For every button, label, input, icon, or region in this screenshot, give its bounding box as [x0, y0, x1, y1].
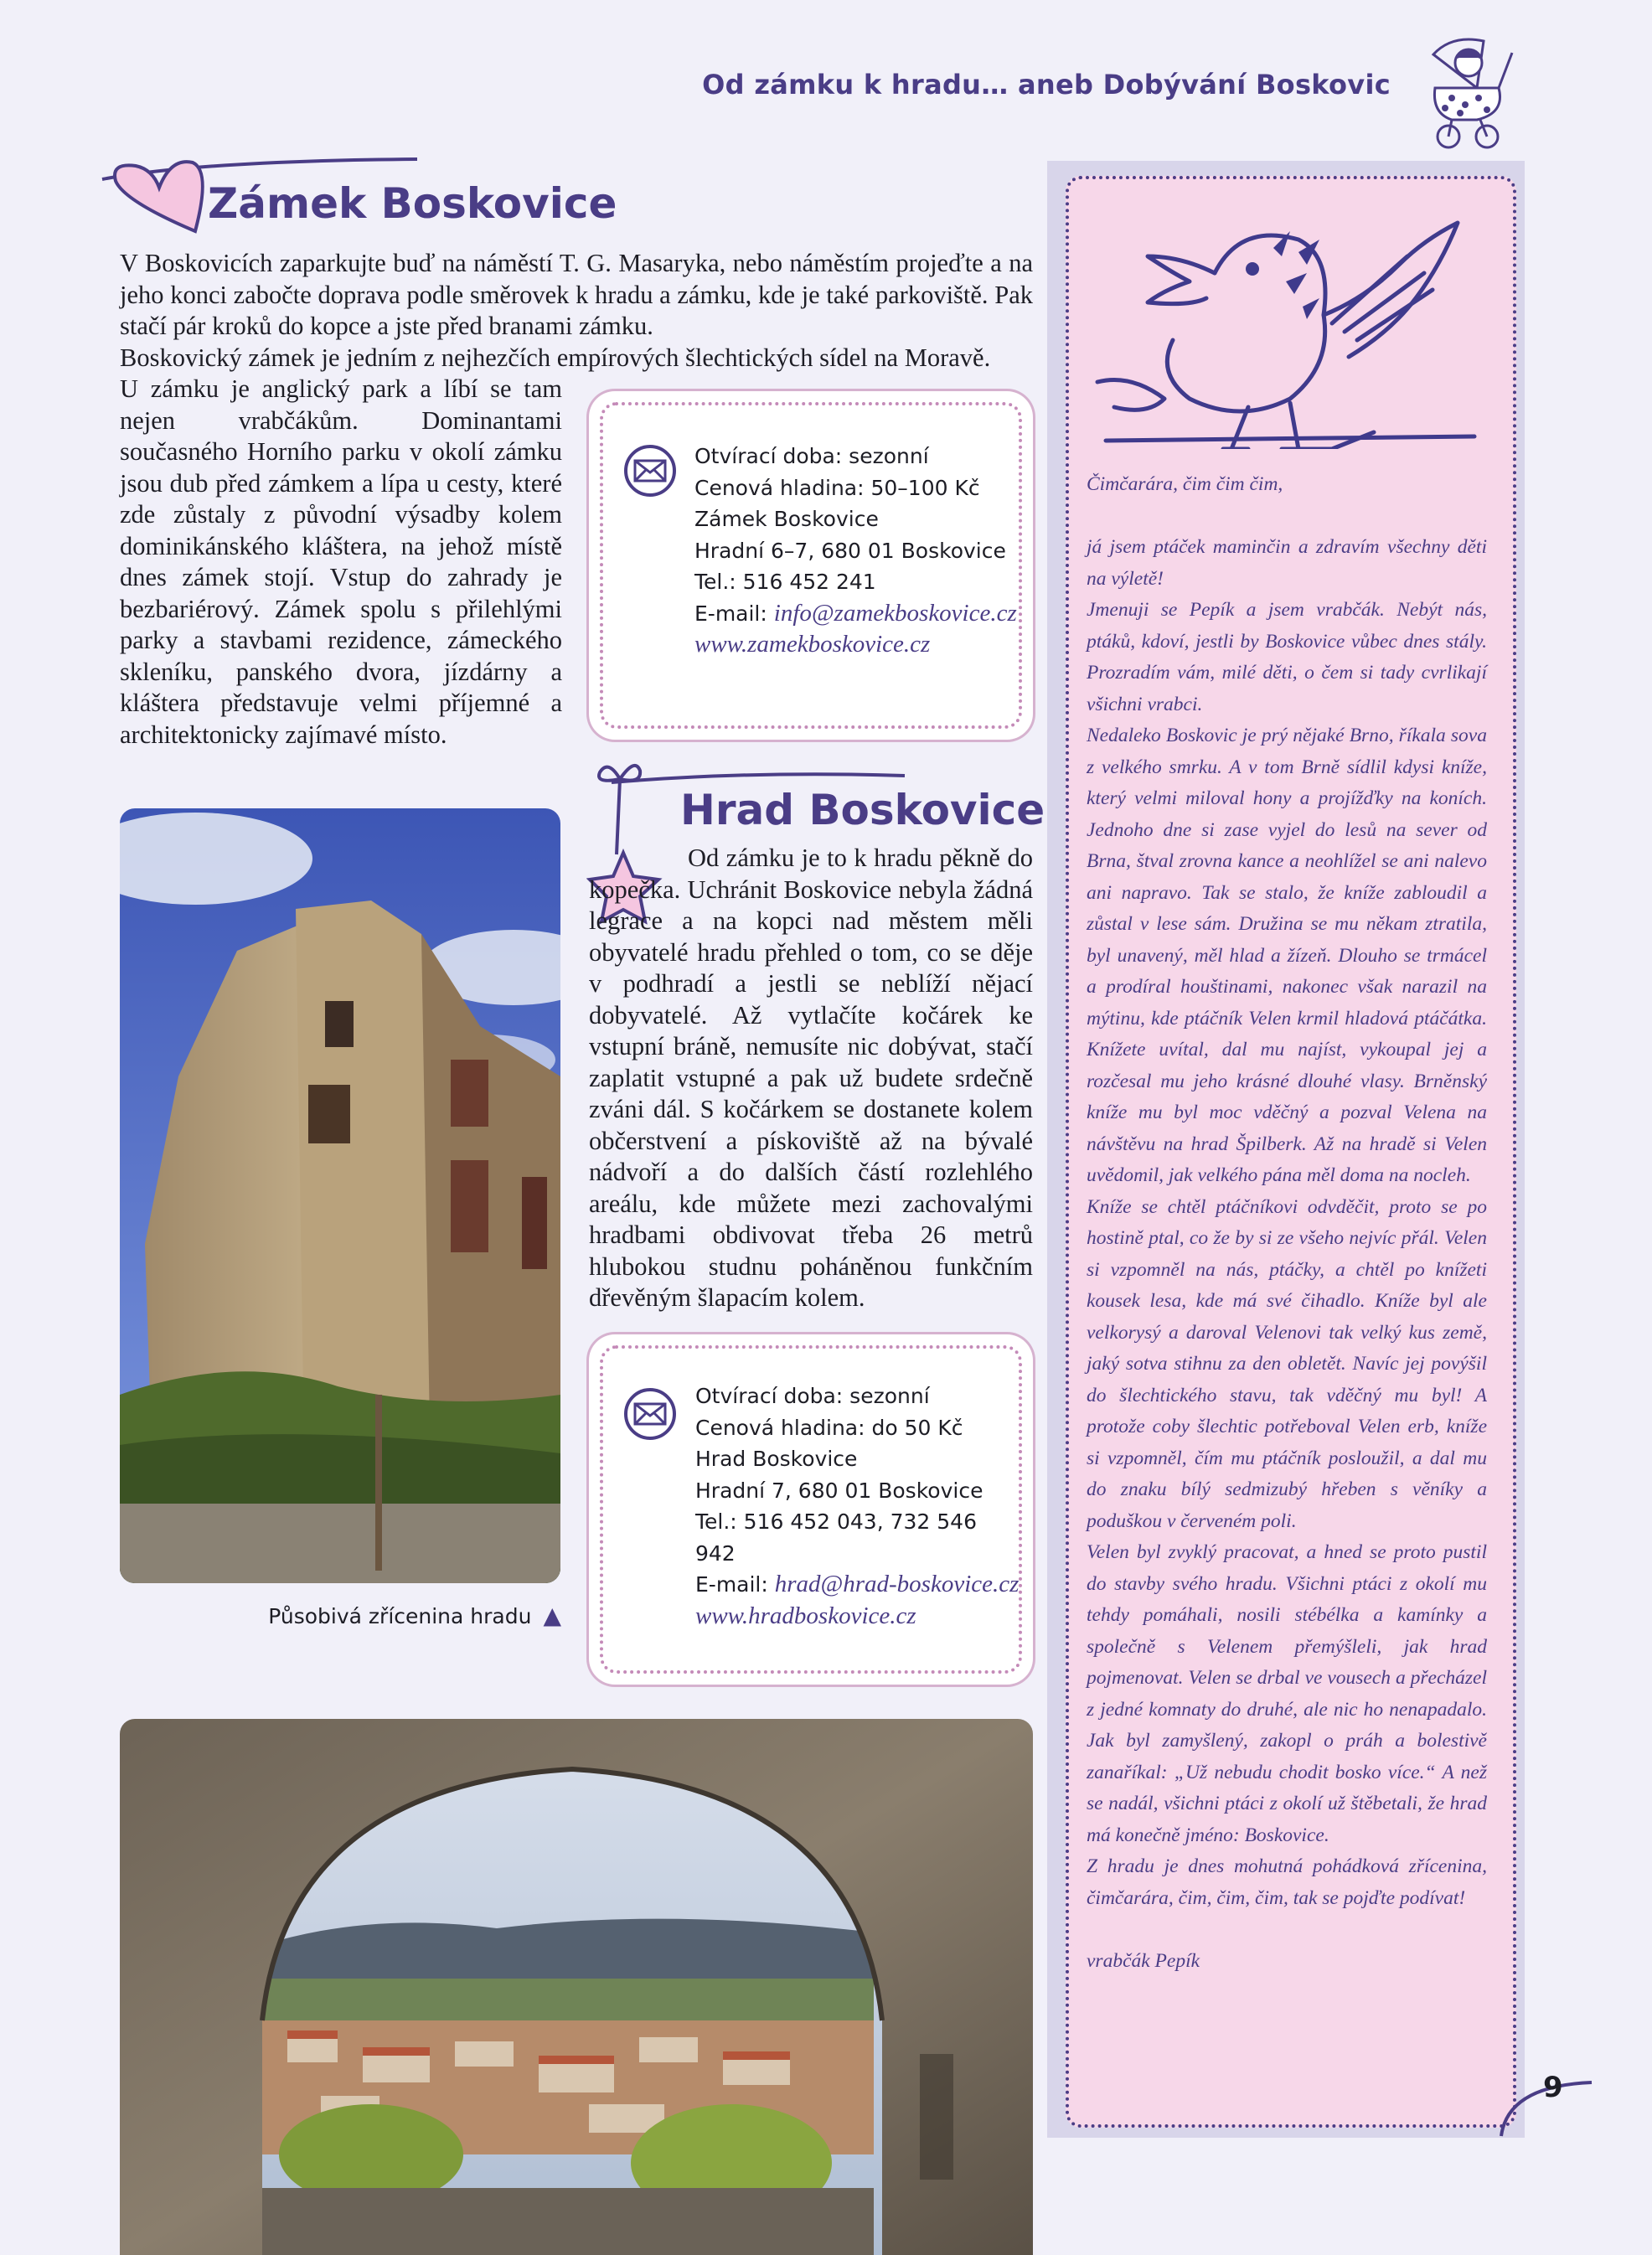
price-level: Cenová hladina: 50–100 Kč [694, 475, 980, 500]
story-paragraph: Jmenuji se Pepík a jsem vrabčák. Nebýt nás, ptáků, kdoví, jestli by Boskovice vůbec dnes stály. Prozradím vám, milé děti, o čem si tady cvrlikají všichni vrabci. [1087, 599, 1487, 715]
venue-address: Hradní 7, 680 01 Boskovice [695, 1478, 983, 1503]
story-signature: vrabčák Pepík [1087, 1949, 1200, 1972]
info-lines [694, 441, 1021, 661]
info-box-zamek [591, 394, 1030, 737]
zamek-intro-paragraph: Boskovický zámek je jedním z nejhezčích empírových šlechtických sídel na Moravě. [120, 343, 991, 372]
castle-ruin-illustration [120, 808, 560, 1583]
arch-view-illustration [120, 1719, 1033, 2255]
price-level: Cenová hladina: do 50 Kč [695, 1415, 963, 1440]
envelope-icon [623, 444, 677, 498]
venue-phone: Tel.: 516 452 241 [694, 570, 876, 594]
venue-phone: Tel.: 516 452 043, 732 546 942 [695, 1509, 977, 1566]
venue-name: Zámek Boskovice [694, 507, 879, 531]
sparrow-illustration-icon [1081, 206, 1483, 449]
story-paragraph: Kníže se chtěl ptáčníkovi odvděčit, proto se po hostině ptal, co že by si ze všeho nejvíc přál. Velen si vzpomněl na nás, ptáčky, a chtěl po knížeti kousek lesa, kde má své čihadlo. Kníže byl ale velkorysý a daroval Velenovi tak velký kus země, jaký sotva stihnu za den obletět. Navíc jej povýšil do šlechtického stavu, tak vděčný mu byl! A protože coby šlechtic potřeboval Velen erb, kníže si vzpomněl, čím mu ptáčník posloužil, a dal mu do znaku bílý sedmizubý hřeben s věníky a poduškou v červeném poli. [1087, 1195, 1487, 1532]
email-row [695, 1569, 1022, 1601]
page-number: 9 [1543, 2071, 1563, 2104]
story-paragraph: já jsem ptáček maminčin a zdravím všechny děti na výletě! [1087, 536, 1487, 590]
email-label: E-mail: [694, 601, 774, 626]
hrad-text-paragraph: Od zámku je to k hradu pěkně do kopečka. Uchránit Boskovice nebyla žádná legrace a na kopci nad městem měli obyvatelé hradu přehled o tom, co se děje v podhradí a jestli se neblíží nějací dobyvatelé. Až vytlačíte kočárek ke vstupní bráně, nemusíte nic dobývat, stačí zaplatit vstupné a pak už budete srdečně zváni dál. S kočárkem se dostanete kolem občerstvení a pískoviště až na bývalé nádvoří a do dalších částí rozlehlého areálu, kde můžete mezi zachovalými hradbami obdivovat třeba 26 metrů hlubokou studnu poháněnou funkčním dřevěným šlapacím kolem. [589, 844, 1033, 1312]
info-box-hrad [591, 1337, 1030, 1682]
story-paragraph: Velen byl zvyklý pracovat, a hned se proto pustil do stavby svého hradu. Všichni ptáci z okolí mu tehdy pomáhali, nosili stébélka a kamínky a společně s Velenem přemýšleli, jak hrad pojmenovat. Velen se drbal ve vousech a přecházel z jedné komnaty do druhé, ale nic ho nenapadalo. Jak byl zamyšlený, zakopl o práh a bolestivě zanaříkal: „Už nebudu chodit bosko více.“ A než se nadál, všichni ptáci z okolí už štěbetali, že hrad má konečně jméno: Boskovice. [1087, 1541, 1487, 1846]
sidebar-story [1087, 469, 1487, 1977]
town-view-photo [120, 1719, 1033, 2255]
castle-ruin-photo [120, 808, 560, 1583]
pram-icon [1418, 29, 1519, 151]
story-paragraph: Z hradu je dnes mohutná pohádková zřícenina, čimčarára, čim, čim, čim, tak se pojďte podívat! [1087, 1855, 1487, 1909]
web-link[interactable]: www.zamekboskovice.cz [694, 631, 931, 658]
running-title: Od zámku k hradu… aneb Dobývání Boskovic [702, 69, 1391, 101]
zamek-text [120, 374, 562, 751]
opening-hours: Otvírací doba: sezonní [695, 1384, 930, 1408]
venue-address: Hradní 6–7, 680 01 Boskovice [694, 538, 1006, 563]
email-link[interactable]: info@zamekboskovice.cz [773, 599, 1017, 627]
envelope-icon [623, 1387, 677, 1441]
triangle-up-icon: ▲ [543, 1602, 561, 1629]
section-title-hrad: Hrad Boskovice [680, 786, 1045, 834]
zamek-intro-paragraph: V Boskovicích zaparkujte buď na náměstí T. G. Masaryka, nebo náměstím projeďte a na jeho konci zabočte doprava podle směrovek k hradu a zámku, kde je také parkoviště. Pak stačí pár kroků do kopce a jste před branami zámku. [120, 249, 1033, 340]
zamek-intro [120, 248, 1033, 374]
email-label: E-mail: [695, 1572, 775, 1597]
section-title-zamek: Zámek Boskovice [208, 179, 617, 228]
story-greeting: Čimčarára, čim čim čim, [1087, 473, 1283, 495]
email-link[interactable]: hrad@hrad-boskovice.cz [774, 1571, 1020, 1597]
web-link[interactable]: www.hradboskovice.cz [695, 1602, 916, 1629]
zamek-text-paragraph: U zámku je anglický park a líbí se tam nejen vrabčákům. Dominantami současného Horního parku v okolí zámku jsou dub před zámkem a lípa u cesty, které zde zůstaly z původní výsadby kolem dominikánského kláštera, na jehož místě dnes zámek stojí. Vstup do zahrady je bezbariérový. Zámek spolu s přilehlými parky a stavbami rezidence, zámeckého skleníku, panského dvora, jízdárny a kláštera představuje velmi příjemné a architektonicky zajímavé místo. [120, 374, 562, 749]
email-row [694, 598, 1021, 630]
hrad-text [589, 843, 1033, 1314]
photo-caption-text: Působivá zřícenina hradu [268, 1604, 532, 1628]
info-lines [695, 1380, 1022, 1632]
story-paragraph: Nedaleko Boskovic je prý nějaké Brno, říkala sova z velkého smrku. A v tom Brně sídlil kdysi kníže, který velmi miloval hony a projížďky na koních. Jednoho dne si zase vyjel do lesů na sever od Brna, štval zrovna kance a neohlížel se ani nalevo ani napravo. Tak se stalo, že kníže zabloudil a zůstal v lese sám. Družina se mu někam ztratila, byl unavený, měl hlad a žízeň. Dlouho se trmácel a prodíral houštinami, nakonec však narazil na mýtinu, kde ptáčník Velen krmil hladová ptáčátka. Knížete uvítal, dal mu najíst, vykoupal jej a rozčesal mu jeho krásné dlouhé vlasy. Brněnský kníže mu byl moc vděčný a pozval Velena na návštěvu na hrad Špilberk. Až na hradě si Velen uvědomil, jak velkého pána měl doma na nocleh. [1087, 725, 1487, 1186]
venue-name: Hrad Boskovice [695, 1447, 858, 1471]
opening-hours: Otvírací doba: sezonní [694, 444, 929, 468]
photo-caption [235, 1602, 561, 1629]
